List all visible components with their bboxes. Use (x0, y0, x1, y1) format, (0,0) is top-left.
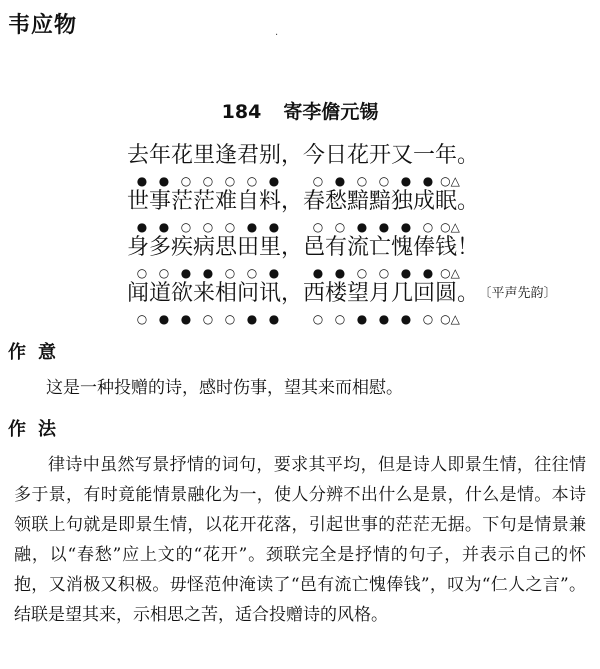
tone-mark: ● (400, 174, 412, 188)
rhyme-note: 〔平声先韵〕 (485, 286, 557, 301)
tone-mark: ○ (224, 266, 236, 280)
poem-verse: 世事茫茫难自料，春愁黯黯独成眠。 (127, 189, 480, 214)
poem-line-text (127, 189, 587, 215)
section-heading-zuofa: 作法 (8, 419, 68, 440)
tone-marks (131, 216, 483, 234)
tone-mark: ● (158, 312, 170, 326)
tone-mark: ● (422, 266, 434, 280)
tone-mark: ● (334, 174, 346, 188)
poem-line (127, 189, 587, 235)
tone-mark: ○ (422, 312, 434, 326)
poem-title (0, 97, 600, 124)
poem-verse: 去年花里逢君别，今日花开又一年。 (127, 143, 480, 168)
tone-mark: ○ (312, 174, 324, 188)
tone-mark (285, 263, 307, 277)
tone-mark (461, 217, 483, 231)
tone-marks (131, 262, 483, 280)
section-text-zuoyi: 这是一种投赠的诗，感时伤事，望其来而相慰。 (46, 378, 403, 398)
tone-mark: ● (422, 174, 434, 188)
section-heading-zuoyi: 作意 (8, 342, 68, 363)
tone-mark: ○ (378, 266, 390, 280)
tone-mark: ● (246, 312, 258, 326)
tone-mark: ○ (202, 174, 214, 188)
tone-mark: ● (378, 312, 390, 326)
tone-mark (461, 309, 483, 323)
tone-mark: ○ (136, 266, 148, 280)
tone-mark: ○ (224, 220, 236, 234)
tone-mark: ● (180, 266, 192, 280)
tone-mark: ○ (136, 312, 148, 326)
tone-mark: ● (334, 266, 346, 280)
tone-marks (131, 308, 483, 326)
tone-mark: ○△ (440, 174, 460, 188)
tone-mark (285, 217, 307, 231)
stray-mark: · (275, 30, 279, 41)
tone-mark: ○ (312, 312, 324, 326)
tone-mark: ● (356, 312, 368, 326)
tone-mark: ○ (312, 220, 324, 234)
poem-number: 184 (221, 101, 262, 123)
tone-mark: ● (400, 220, 412, 234)
poem-verse: 身多疾病思田里，邑有流亡愧俸钱！ (127, 235, 480, 260)
tone-mark (285, 309, 307, 323)
tone-mark: ● (268, 266, 280, 280)
tone-mark: ● (158, 220, 170, 234)
tone-mark: ● (356, 220, 368, 234)
tone-mark: ○△ (440, 266, 460, 280)
tone-mark: ○ (334, 312, 346, 326)
tone-mark: ● (136, 220, 148, 234)
tone-mark: ○ (334, 220, 346, 234)
tone-mark: ● (158, 174, 170, 188)
poem-line-text (127, 281, 587, 307)
tone-mark: ● (202, 266, 214, 280)
tone-mark: ○ (356, 174, 368, 188)
tone-mark: ○△ (440, 312, 460, 326)
tone-mark: ● (268, 174, 280, 188)
tone-mark: ● (180, 312, 192, 326)
tone-mark: ○ (422, 220, 434, 234)
tone-mark (285, 171, 307, 185)
tone-mark: ○ (180, 220, 192, 234)
tone-mark: ○ (378, 174, 390, 188)
tone-mark: ● (246, 220, 258, 234)
tone-mark: ● (400, 266, 412, 280)
tone-mark: ● (400, 312, 412, 326)
tone-mark: ○ (224, 312, 236, 326)
author-heading: 韦应物 (8, 13, 78, 38)
poem-title-text: 寄李儋元锡 (283, 101, 379, 123)
poem-line (127, 281, 587, 327)
tone-mark: ● (268, 220, 280, 234)
tone-mark: ● (378, 220, 390, 234)
poem-line-text (127, 235, 587, 261)
tone-mark: ● (268, 312, 280, 326)
section-text-zuofa: 律诗中虽然写景抒情的词句，要求其平均，但是诗人即景生情，往往情多于景，有时竟能情景融化为一，使人分辨不出什么是景，什么是情。本诗领联上句就是即景生情，以花开花落，引起世事的茫茫无据。下句是情景兼融，以“春愁”应上文的“花开”。颈联完全是抒情的句子，并表示自己的怀抱，又消极又积极。毋怪范仲淹读了“邑有流亡愧俸钱”，叹为“仁人之言”。结联是望其来，示相思之苦，适合投赠诗的风格。 (14, 455, 586, 625)
tone-marks (131, 170, 483, 188)
tone-mark: ○ (202, 220, 214, 234)
tone-mark: ● (312, 266, 324, 280)
tone-mark: ● (136, 174, 148, 188)
tone-mark: ○ (180, 174, 192, 188)
poem-line-text (127, 143, 587, 169)
poem-line (127, 143, 587, 189)
poem-verse: 闻道欲来相问讯，西楼望月几回圆。 (127, 281, 480, 306)
tone-mark: ○ (246, 266, 258, 280)
poem-line (127, 235, 587, 281)
tone-mark: ○ (224, 174, 236, 188)
tone-mark: ○ (356, 266, 368, 280)
tone-mark (461, 171, 483, 185)
poem-body (127, 143, 587, 327)
tone-mark: ○ (158, 266, 170, 280)
tone-mark: ○△ (440, 220, 460, 234)
tone-mark: ○ (202, 312, 214, 326)
tone-mark (461, 263, 483, 277)
tone-mark: ○ (246, 174, 258, 188)
